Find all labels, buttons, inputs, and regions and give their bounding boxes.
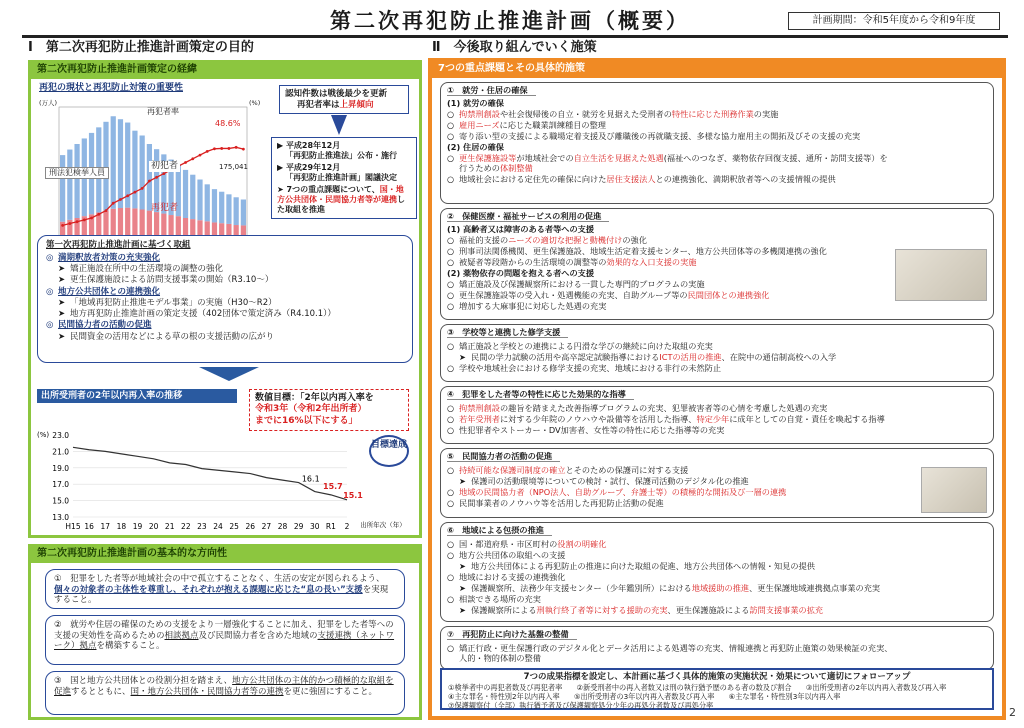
rate-point xyxy=(213,147,216,150)
chart2-ytick: 15.0 xyxy=(52,496,69,506)
bar-first xyxy=(140,135,145,209)
issue-3-heading: ③ 学校等と連携した修学支援 xyxy=(447,327,568,338)
outcome-l2: ④主な罪名・特性別2年以内再入率 ⑤出所受刑者の3年以内再入者数及び再入率 ⑥主な罪名・特性別3年以内再入率 xyxy=(448,691,841,701)
issue-3-a1: ○ 矯正施設と学校との連携による円滑な学びの継続に向けた取組の充実 xyxy=(447,341,713,351)
measures-panel xyxy=(428,58,1006,720)
rate-point xyxy=(105,209,108,212)
bar-first xyxy=(67,150,72,220)
rate-point xyxy=(126,194,129,197)
reentry-rate-chart xyxy=(35,429,415,537)
chart1-label-rate: 再犯者率 xyxy=(147,107,179,116)
chart1-frame xyxy=(59,107,247,255)
rate-point xyxy=(235,146,238,149)
target-achieved-badge: 目標達成 xyxy=(369,435,409,467)
chart2-xtick: 23 xyxy=(197,522,207,531)
issue-2-b3: ○ 増加する大麻事犯に対応した処遇の充実 xyxy=(447,301,607,311)
background-panel xyxy=(28,60,422,538)
bar-first xyxy=(147,144,152,211)
bar-first xyxy=(241,200,246,226)
chart2-xlabel: 出所年次（年） xyxy=(360,521,406,529)
issue-2-a2: ○ 刑事司法関係機関、更生保護施設、地域生活定着支援センター、地方公共団体等の多機関連携の強化 xyxy=(447,246,827,256)
direction-1: ① 犯罪をした者等が地域社会の中で孤立することなく、生活の安定が図られるよう、個々の対象者の主体性を尊重し、それぞれが抱える課題に応じた“息の長い”支援を実現すること。 xyxy=(45,569,405,609)
issue-4-a1: ○ 拘禁刑創設の趣旨を踏まえた改善指導プログラムの充実、犯罪被害者等の心情を考慮した処遇の充実 xyxy=(447,403,828,413)
chart1-label-first: 初犯者 xyxy=(151,161,179,171)
issue-6-a6: ○ 相談できる場所の充実 xyxy=(447,594,541,604)
issue-7 xyxy=(440,626,994,670)
bar-first xyxy=(205,184,210,221)
issue-6-a4: ○ 地域における支援の連携強化 xyxy=(447,572,566,582)
chart2-title: 出所受刑者の2年以内再入率の推移 xyxy=(37,389,237,403)
issue-7-a1: ○ 矯正行政・更生保護行政のデジタル化とデータ活用による処遇等の充実、情報連携と再犯防止施策の効果検証の充実、 人的・物的体制の整備 xyxy=(447,643,893,663)
rate-point xyxy=(76,220,79,223)
rate-point xyxy=(134,191,137,194)
rate-point xyxy=(242,148,245,151)
rate-point xyxy=(112,202,115,205)
target-l3: までに16%以下にする」 xyxy=(255,415,358,426)
rate-point xyxy=(162,172,165,175)
issue-5-heading: ⑤ 民間協力者の活動の促進 xyxy=(447,451,560,462)
direction-panel-title: 第二次再犯防止推進計画の基本的な方向性 xyxy=(31,547,419,563)
issue-1-b1: ○ 更生保護施設等が地域社会での自立生活を見据えた処遇(福祉へのつなぎ、薬物依存回復支援、通所・訪問支援等）を 行うための体制整備 xyxy=(447,153,888,173)
right-heading: Ⅱ 今後取り組んでいく施策 xyxy=(432,40,597,55)
issue-1-b2: ○ 地域社会における定住先の確保に向けた居住支援法人との連携強化、満期釈放者等への支援情報の提供 xyxy=(447,174,836,184)
bar-first xyxy=(197,180,202,221)
rate-point xyxy=(184,161,187,164)
issue-2-heading: ② 保健医療・福祉サービスの利用の促進 xyxy=(447,211,609,222)
chart2-xtick: 16 xyxy=(84,522,94,531)
plan-period: 計画期間：令和5年度から令和9年度 xyxy=(788,12,1000,30)
issue-2-a3: ○ 被疑者等段階からの生活環境の調整等の効果的な入口支援の実施 xyxy=(447,257,697,267)
first-plan-h2b: ➤ 地方再犯防止推進計画の策定支援（402団体で策定済み（R4.10.1）） xyxy=(58,308,336,319)
issue-1-a1: ○ 拘禁刑創設や社会復帰後の自立・就労を見据えた受刑者の特性に応じた刑務作業の実施 xyxy=(447,109,779,119)
callout-line1: 認知件数は戦後最少を更新 xyxy=(285,89,388,99)
callout-line2 xyxy=(285,100,403,111)
chart2-ytick: 21.0 xyxy=(52,447,69,457)
target-l2: 令和3年（令和2年出所者） xyxy=(255,404,367,415)
issue-5-a2: ➤ 保護司の活動環境等についての検討・試行、保護司活動のデジタル化の推進 xyxy=(459,476,749,486)
issue-6-heading: ⑥ 地域による包摂の推進 xyxy=(447,525,552,536)
issue-4-a3: ○ 性犯罪者やストーカー・DV加害者、女性等の特性に応じた指導等の充実 xyxy=(447,425,725,435)
issue-3 xyxy=(440,324,994,382)
issue-6-a7: ➤ 保護観察所による刑執行終了者等に対する援助の充実、更生保護施設による訪問支援事業の拡充 xyxy=(459,605,824,615)
rate-point xyxy=(228,147,231,150)
left-heading: Ⅰ 第二次再犯防止推進計画策定の目的 xyxy=(28,40,254,55)
bar-first xyxy=(60,155,65,222)
callout-pointer xyxy=(331,115,347,135)
measures-panel-title: 7つの重点課題とその具体的施策 xyxy=(432,62,1002,78)
issue-2-b2: ○ 更生保護施設等の受入れ・処遇機能の充実、自助グループ等の民間団体との連携強化 xyxy=(447,290,770,300)
rate-point xyxy=(141,187,144,190)
chart2-xtick: 2 xyxy=(344,522,350,531)
chart2-label-b: 15.7 xyxy=(323,481,343,491)
chart2-xtick: 19 xyxy=(132,522,143,531)
issue-2-b1: ○ 矯正施設及び保護観察所における一貫した専門的プログラムの実施 xyxy=(447,279,705,289)
rate-point xyxy=(199,154,202,157)
target-box xyxy=(249,389,409,431)
bar-first xyxy=(190,175,195,219)
issue-4-a2: ○ 若年受刑者に対する少年院のノウハウや設備等を活用した指導、特定少年に成年としての自覚・責任を喚起する指導 xyxy=(447,414,885,424)
chart1-label-num: 175,041 xyxy=(219,163,248,171)
first-plan-h1b: ➤ 更生保護施設による訪問支援事業の開始（R3.10～） xyxy=(58,274,274,285)
chart2-xtick: 28 xyxy=(277,522,288,531)
issue-1-heading: ① 就労・住居の確保 xyxy=(447,85,536,96)
issue-1-a2: ○ 雇用ニーズに応じた職業訓練種目の整理 xyxy=(447,120,606,130)
issue-2 xyxy=(440,208,994,320)
chart2-xtick: 20 xyxy=(148,522,159,531)
chart1-label-rate-value: 48.6% xyxy=(215,119,241,128)
issue-4 xyxy=(440,386,994,444)
chart2-xtick: 17 xyxy=(100,522,111,531)
issue-5-a4: ○ 民間事業者のノウハウ等を活用した再犯防止活動の促進 xyxy=(447,498,664,508)
chart2-ytick: 13.0 xyxy=(52,513,69,522)
first-plan-h1a: ➤ 矯正施設在所中の生活環境の調整の強化 xyxy=(58,264,224,275)
chart2-xtick: R1 xyxy=(325,522,336,531)
first-plan-title: 第一次再犯防止推進計画に基づく取組 xyxy=(46,240,191,250)
chart2-ylabel: (%) xyxy=(37,431,50,439)
page-number: 2 xyxy=(1009,706,1016,720)
rate-point xyxy=(83,218,86,221)
chart2-xtick: 30 xyxy=(309,522,320,531)
issue-5 xyxy=(440,448,994,518)
rate-point xyxy=(191,157,194,160)
reentry-line xyxy=(73,447,347,499)
bar-first xyxy=(219,192,224,223)
bar-first xyxy=(212,189,217,222)
issue-2-a1: ○ 福祉的支援のニーズの適切な把握と動機付けの強化 xyxy=(447,235,647,245)
chart2-ytick: 23.0 xyxy=(52,431,69,440)
chart2-xtick: 29 xyxy=(293,522,304,531)
bar-first xyxy=(234,197,239,225)
issue-4-heading: ④ 犯罪をした者等の特性に応じた効果的な指導 xyxy=(447,389,634,400)
issue-6-a5: ➤ 保護観察所、法務少年支援センター（少年鑑別所）における地域援助の推進、更生保護地域連携拠点事業の充実 xyxy=(459,583,881,593)
volunteer-photo xyxy=(921,467,987,513)
timeline-t2: ▶ 平成29年12月 xyxy=(277,163,341,172)
bar-first xyxy=(132,131,137,209)
chart2-xtick: 27 xyxy=(261,522,272,531)
issue-2-sub2: (2) 薬物依存の問題を抱える者への支援 xyxy=(447,268,595,278)
rate-point xyxy=(155,176,158,179)
callout-line2a: 再犯者率は xyxy=(297,99,340,110)
chart1-label-repeat: 再犯者 xyxy=(151,203,179,213)
timeline-t2b: 「再犯防止推進計画」閣議決定 xyxy=(285,173,397,182)
first-plan-h2: ◎ 地方公共団体との連携強化 xyxy=(46,286,161,297)
crime-trend-callout xyxy=(279,85,409,114)
direction-3: ③ 国と地方公共団体との役割分担を踏まえ、地方公共団体の主体的かつ積極的な取組を促進するとともに、国・地方公共団体・民間協力者等の連携を更に強固にすること。 xyxy=(45,671,405,715)
chart2-xtick: 24 xyxy=(213,522,223,531)
timeline-t1: ▶ 平成28年12月 xyxy=(277,141,341,150)
chart2-xtick: 18 xyxy=(116,522,127,531)
rate-point xyxy=(148,180,151,183)
outcome-indicators xyxy=(440,668,994,710)
issue-1-sub1: (1) 就労の確保 xyxy=(447,98,504,108)
first-plan-h2a: ➤ 「地域再犯防止推進モデル事業」の実施（H30～R2） xyxy=(58,298,277,309)
first-plan-h1: ◎ 満期釈放者対策の充実強化 xyxy=(46,252,161,263)
timeline-t1b: 「再犯防止推進法」公布・施行 xyxy=(285,151,397,160)
bar-first xyxy=(111,116,116,209)
first-plan-h3a: ➤ 民間資金の活用などによる草の根の支援活動の広がり xyxy=(58,332,275,342)
chart2-xtick: H15 xyxy=(65,522,81,531)
timeline-t3: ➤ 7つの重点課題について、国・地方公共団体・民間協力者等が連携した取組を推進 xyxy=(277,185,405,214)
issue-2-sub1: (1) 高齢者又は障害のある者等への支援 xyxy=(447,224,595,234)
rate-point xyxy=(220,147,223,150)
rate-point xyxy=(90,217,93,220)
rate-point xyxy=(61,224,64,227)
issue-6-a1: ○ 国・都道府県・市区町村の役割の明確化 xyxy=(447,539,607,549)
direction-2: ② 就労や住居の確保のための支援をより一層強化することに加え、犯罪をした者等への支援の実効性を高めるための相談拠点及び民間協力者を含めた地域の支援連携（ネットワーク）拠点を構築すること。 xyxy=(45,615,405,665)
down-arrow xyxy=(199,367,259,381)
rate-point xyxy=(97,213,100,216)
timeline-box xyxy=(271,137,417,219)
bar-first xyxy=(226,194,231,224)
chart2-xtick: 21 xyxy=(164,522,175,531)
issue-1-a3: ○ 寄り添い型の支援による職場定着支援及び離職後の再就職支援、多様な協力雇用主の開拓及びその支援の充実 xyxy=(447,131,861,141)
chart2-label-a: 16.1 xyxy=(301,474,320,484)
chart2-xtick: 25 xyxy=(229,522,239,531)
issue-1 xyxy=(440,82,994,204)
target-l1: 数値目標：「2年以内再入率を xyxy=(255,393,374,403)
issue-5-a1: ○ 持続可能な保護司制度の確立とそのための保護司に対する支援 xyxy=(447,465,689,475)
chart2-ytick: 19.0 xyxy=(52,463,69,473)
rate-point xyxy=(206,150,209,153)
chart1-y0: (万人) xyxy=(39,99,58,107)
chart2-label-c: 15.1 xyxy=(343,490,363,500)
rate-point xyxy=(119,198,122,201)
exercise-photo xyxy=(895,249,987,301)
issue-3-a2: ➤ 民間の学力試験の活用や高卒認定試験指導におけるICTの活用の推進、在院中の通信制高校への入学 xyxy=(459,352,837,362)
issue-6 xyxy=(440,522,994,622)
issue-1-sub2: (2) 住居の確保 xyxy=(447,142,504,152)
callout-line2b: 上昇傾向 xyxy=(339,99,374,110)
bar-first xyxy=(183,170,188,218)
bar-first xyxy=(74,144,79,218)
bar-first xyxy=(118,119,123,208)
doc-title: 第二次再犯防止推進計画（概要） xyxy=(330,9,690,33)
outcome-l1: ①検挙者中の再犯者数及び再犯者率 ②新受刑者中の再入者数又は刑の執行猶予歴のある者の数及び割合 ③出所受刑者の2年以内再入者数及び再入率 xyxy=(448,682,947,692)
issue-6-a2: ○ 地方公共団体の取組への支援 xyxy=(447,550,566,560)
chart1-label-police: 刑法犯検挙人員 xyxy=(45,167,109,179)
issue-3-a3: ○ 学校や地域社会における修学支援の充実、地域における非行の未然防止 xyxy=(447,363,722,373)
first-plan-box xyxy=(37,235,413,363)
chart2-xtick: 22 xyxy=(181,522,191,531)
issue-7-heading: ⑦ 再犯防止に向けた基盤の整備 xyxy=(447,629,577,640)
issue-6-a3: ➤ 地方公共団体による再犯防止の推進に向けた取組の促進、地方公共団体への情報・知見の提供 xyxy=(459,561,815,571)
rate-point xyxy=(68,222,71,225)
outcome-l3: ⑦保護観察付（全部）執行猶予者及び保護観察処分少年の再処分者数及び再処分率 xyxy=(448,700,714,710)
chart2-xtick: 26 xyxy=(245,522,256,531)
outcome-title: 7つの成果指標を設定し、本計画に基づく具体的施策の実施状況・効果について適切にフォローアップ xyxy=(523,672,911,682)
background-panel-title: 第二次再犯防止推進計画策定の経緯 xyxy=(31,63,419,79)
chart1-title: 再犯の現状と再犯防止対策の重要性 xyxy=(39,83,184,93)
first-plan-h3: ◎ 民間協力者の活動の促進 xyxy=(46,320,152,331)
chart2-ytick: 17.0 xyxy=(52,480,69,490)
direction-panel xyxy=(28,544,422,720)
title-rule xyxy=(22,35,1008,38)
issue-5-a3: ○ 地域の民間協力者（NPO法人、自助グループ、弁護士等）の積極的な開拓及び一層の連携 xyxy=(447,487,787,497)
chart1-y1: (%) xyxy=(249,99,261,107)
